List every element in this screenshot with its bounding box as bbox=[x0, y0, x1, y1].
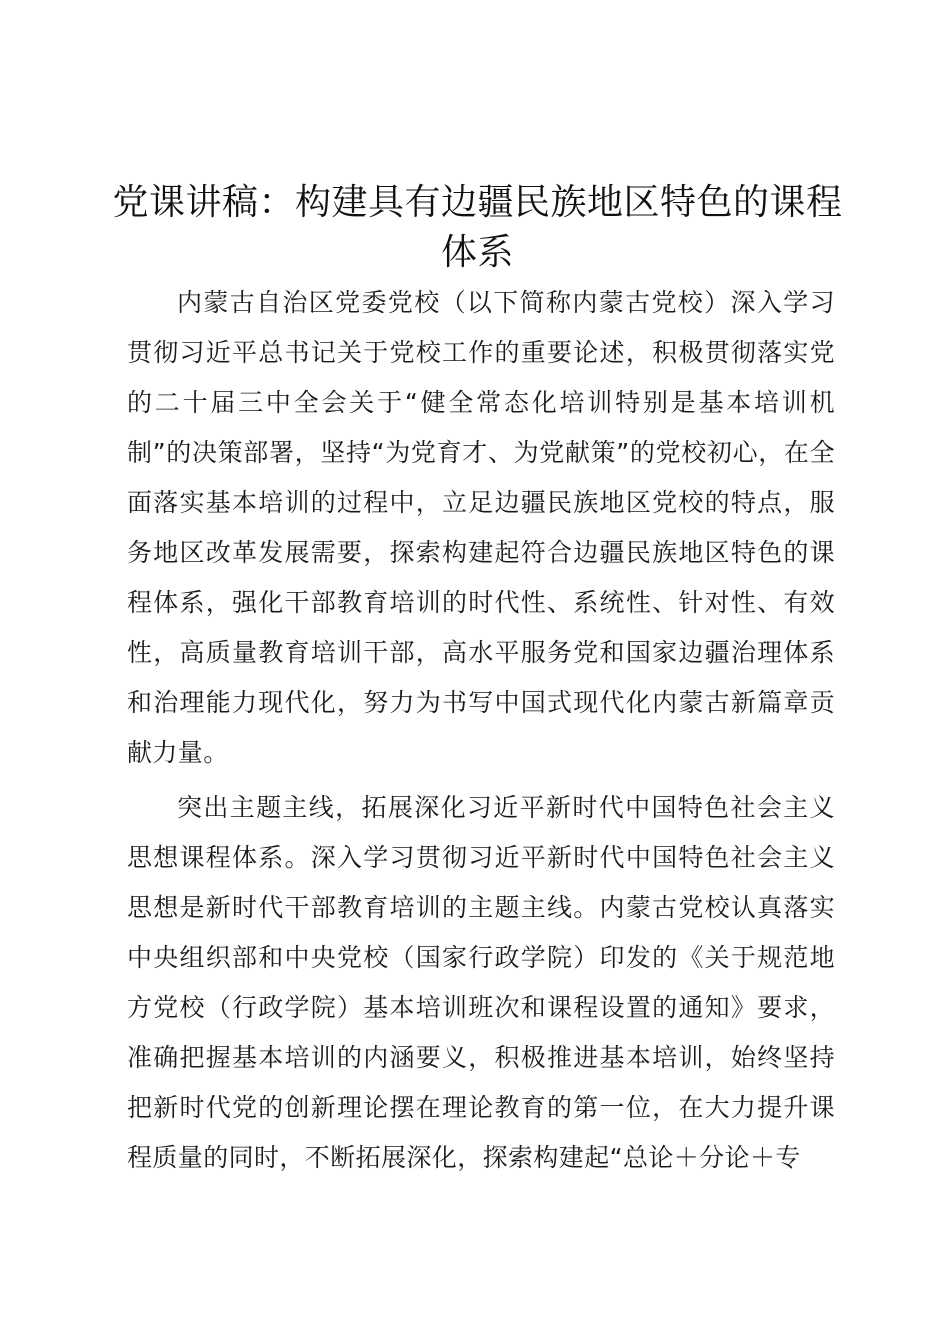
document-body bbox=[127, 278, 835, 1183]
document-title: 党课讲稿：构建具有边疆民族地区特色的课程体系 bbox=[112, 182, 843, 273]
paragraph-intro: 内蒙古自治区党委党校（以下简称内蒙古党校）深入学习贯彻习近平总书记关于党校工作的重要论述，积极贯彻落实党的二十届三中全会关于“健全常态化培训特别是基本培训机制”的决策部署，坚持“为党育才、为党献策”的党校初心，在全面落实基本培训的过程中，立足边疆民族地区党校的特点，服务地区改革发展需要，探索构建起符合边疆民族地区特色的课程体系，强化干部教育培训的时代性、系统性、针对性、有效性，高质量教育培训干部，高水平服务党和国家边疆治理体系和治理能力现代化，努力为书写中国式现代化内蒙古新篇章贡献力量。 bbox=[127, 288, 835, 767]
paragraph-main-theme: 突出主题主线，拓展深化习近平新时代中国特色社会主义思想课程体系。深入学习贯彻习近平新时代中国特色社会主义思想是新时代干部教育培训的主题主线。内蒙古党校认真落实中央组织部和中央党校（国家行政学院）印发的《关于规范地方党校（行政学院）基本培训班次和课程设置的通知》要求，准确把握基本培训的内涵要义，积极推进基本培训，始终坚持把新时代党的创新理论摆在理论教育的第一位，在大力提升课程质量的同时，不断拓展深化，探索构建起“总论＋分论＋专 bbox=[127, 793, 835, 1172]
